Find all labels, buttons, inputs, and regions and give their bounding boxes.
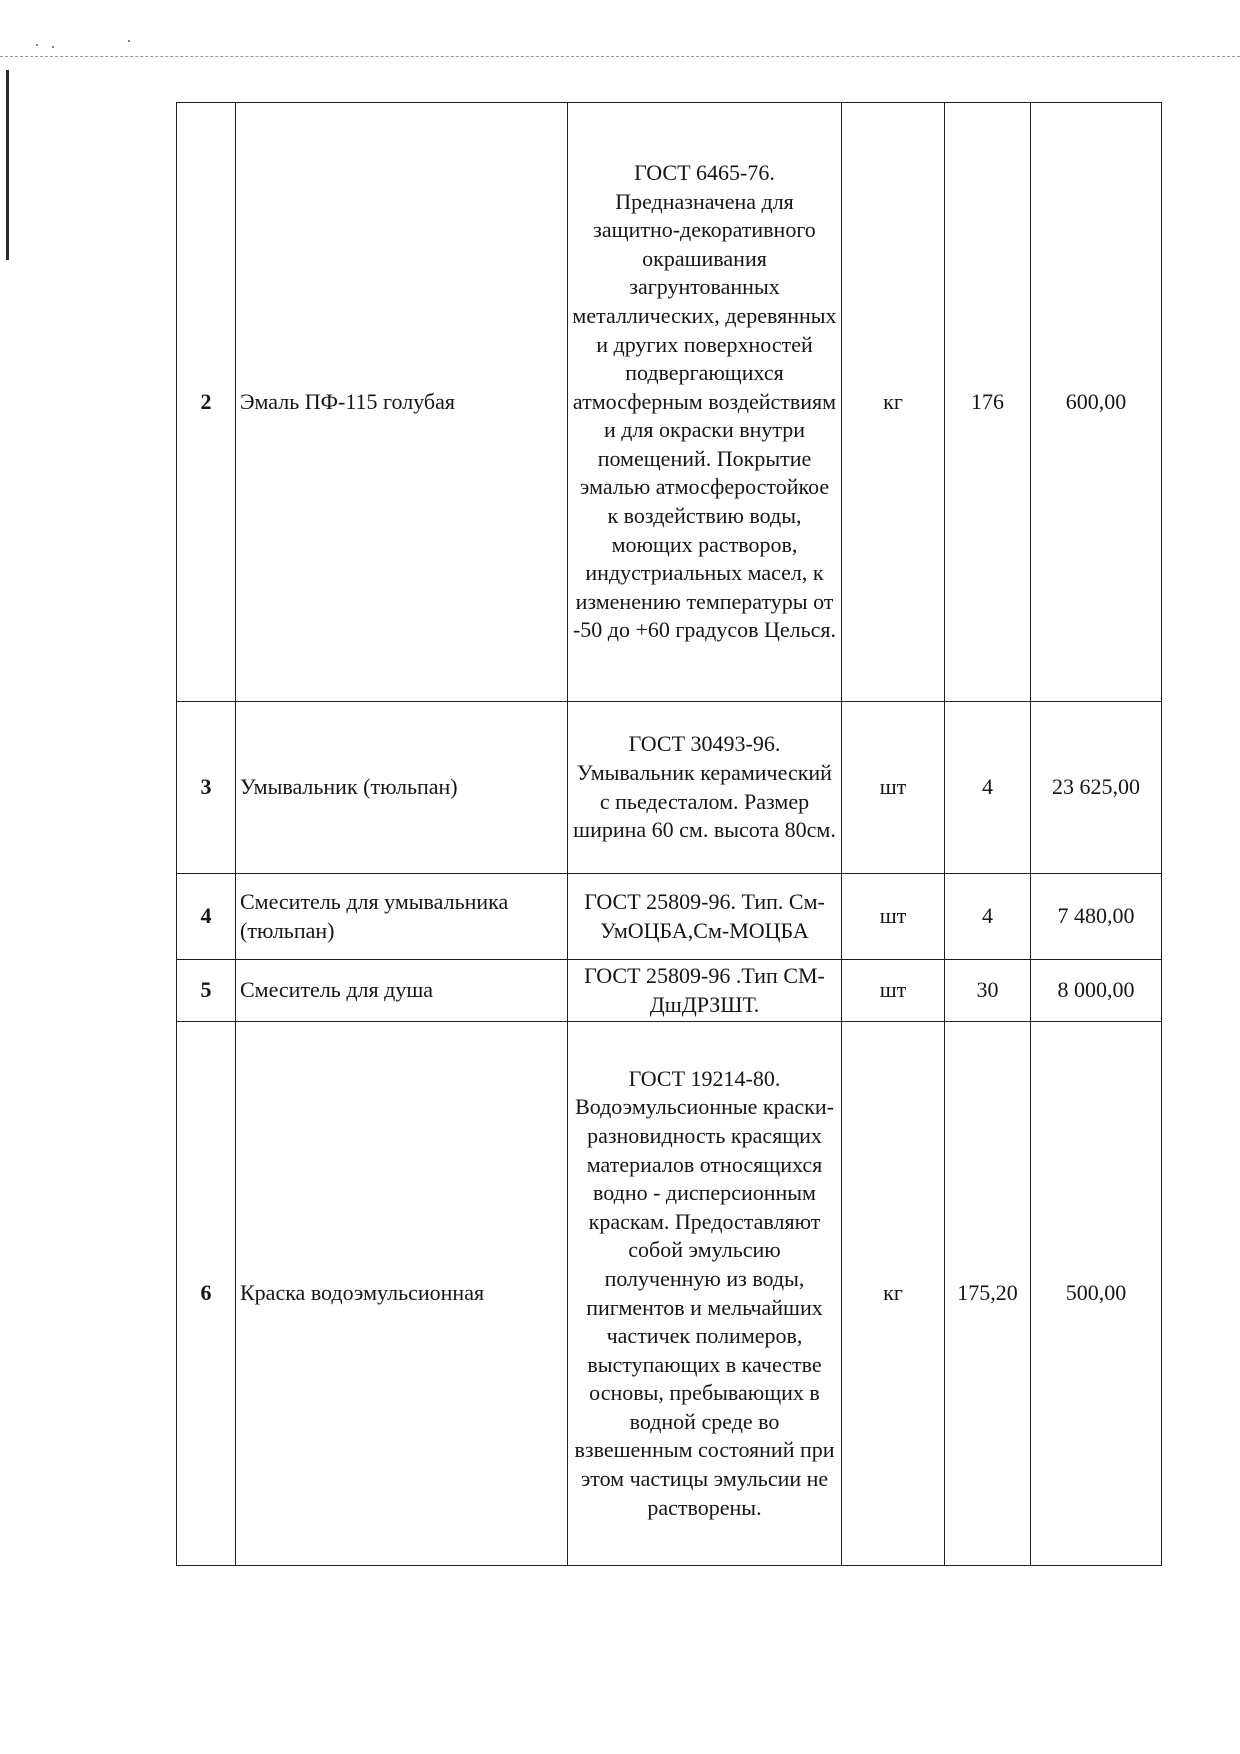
row-number: 6 [177,1022,236,1566]
scan-edge-mark [6,70,9,260]
scan-edge-line [0,56,1240,58]
item-description: ГОСТ 25809-96. Тип. См-УмОЦБА,См-МОЦБА [568,874,842,960]
item-name: Эмаль ПФ-115 голубая [236,103,568,702]
table-row [177,103,1162,702]
item-description: ГОСТ 6465-76. Предназначена для защитно-декоративного окрашивания загрунтованных металлических, деревянных и других поверхностей подвергающихся атмосферным воздействиям и для окраски внутри помещений. Покрытие эмалью атмосферостойкое к воздействию воды, моющих растворов, индустриальных масел, к изменению температуры от -50 до +60 градусов Целься. [568,103,842,702]
item-unit: кг [842,1022,945,1566]
scan-speck [128,40,130,42]
row-number: 3 [177,702,236,874]
item-description: ГОСТ 19214-80. Водоэмульсионные краски-разновидность красящих материалов относящихся водно - дисперсионным краскам. Предоставляют собой эмульсию полученную из воды, пигментов и мельчайших частичек полимеров, выступающих в качестве основы, пребывающих в водной среде во взвешенным состояний при этом частицы эмульсии не растворены. [568,1022,842,1566]
scan-speck [36,44,38,46]
item-description: ГОСТ 30493-96. Умывальник керамический с пьедесталом. Размер ширина 60 см. высота 80см. [568,702,842,874]
item-price: 500,00 [1031,1022,1162,1566]
item-unit: шт [842,702,945,874]
table-row [177,702,1162,874]
row-number: 4 [177,874,236,960]
item-price: 23 625,00 [1031,702,1162,874]
item-description: ГОСТ 25809-96 .Тип СМ-ДшДРЗШТ. [568,960,842,1022]
item-name: Краска водоэмульсионная [236,1022,568,1566]
row-number: 2 [177,103,236,702]
item-price: 600,00 [1031,103,1162,702]
item-price: 8 000,00 [1031,960,1162,1022]
item-quantity: 30 [945,960,1031,1022]
table-row [177,960,1162,1022]
table-row [177,874,1162,960]
item-name: Умывальник (тюльпан) [236,702,568,874]
item-unit: шт [842,874,945,960]
row-number: 5 [177,960,236,1022]
item-name: Смеситель для умывальника (тюльпан) [236,874,568,960]
scan-speck [52,46,54,48]
item-unit: шт [842,960,945,1022]
table-row [177,1022,1162,1566]
item-quantity: 4 [945,874,1031,960]
item-name: Смеситель для душа [236,960,568,1022]
item-quantity: 175,20 [945,1022,1031,1566]
specification-table [176,102,1162,1566]
item-quantity: 4 [945,702,1031,874]
item-price: 7 480,00 [1031,874,1162,960]
item-quantity: 176 [945,103,1031,702]
item-unit: кг [842,103,945,702]
